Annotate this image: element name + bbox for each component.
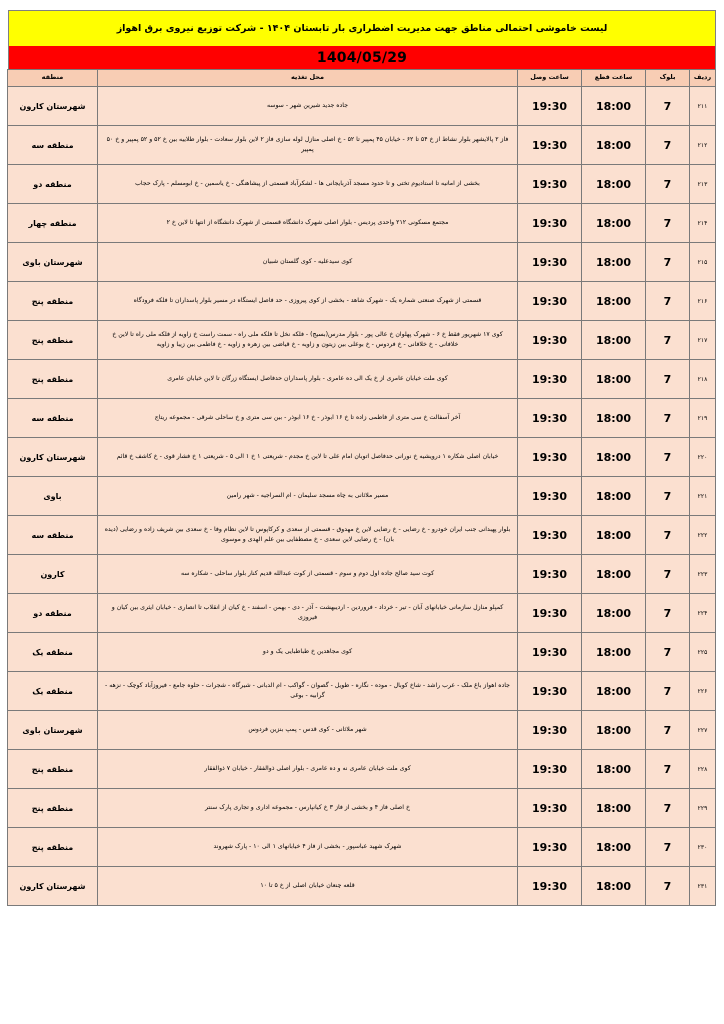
cell-region: منطقه سه [8, 516, 98, 555]
cell-region: منطقه پنج [8, 360, 98, 399]
cell-block: 7 [646, 594, 690, 633]
cell-place: مجتمع مسکونی ۲۱۲ واحدی پردیس - بلوار اصلی شهرک دانشگاه قسمتی از شهرک دانشگاه از انتها تا لاین خ ۲ [98, 204, 518, 243]
cell-on-time: 19:30 [518, 477, 582, 516]
table-header [8, 70, 716, 87]
cell-block: 7 [646, 360, 690, 399]
cell-off-time: 18:00 [582, 555, 646, 594]
cell-block: 7 [646, 321, 690, 360]
cell-off-time: 18:00 [582, 438, 646, 477]
cell-row-number: ۲۲۰ [690, 438, 716, 477]
cell-off-time: 18:00 [582, 516, 646, 555]
cell-on-time: 19:30 [518, 321, 582, 360]
table-row [8, 204, 716, 243]
cell-row-number: ۲۲۵ [690, 633, 716, 672]
cell-block: 7 [646, 750, 690, 789]
column-header-row: ردیف [690, 70, 716, 87]
table-row [8, 789, 716, 828]
table-row [8, 555, 716, 594]
cell-place: جاده جدید شیرین شهر - سوسه [98, 87, 518, 126]
table-row [8, 633, 716, 672]
cell-off-time: 18:00 [582, 321, 646, 360]
table-row [8, 867, 716, 906]
cell-row-number: ۲۱۹ [690, 399, 716, 438]
cell-region: منطقه یک [8, 633, 98, 672]
cell-place: شهر ملاثانی - کوی قدس - پمپ بنزین فردوس [98, 711, 518, 750]
table-body [8, 87, 716, 906]
cell-region: منطقه پنج [8, 282, 98, 321]
cell-row-number: ۲۱۲ [690, 126, 716, 165]
cell-on-time: 19:30 [518, 438, 582, 477]
cell-row-number: ۲۲۴ [690, 594, 716, 633]
cell-on-time: 19:30 [518, 555, 582, 594]
cell-row-number: ۲۲۷ [690, 711, 716, 750]
cell-block: 7 [646, 87, 690, 126]
cell-region: شهرستان کارون [8, 87, 98, 126]
cell-place: فاز ۲ پالایشهر بلوار نشاط از خ ۵۴ تا ۶۲ - خیابان ۴۵ پمپیر تا ۵۲ - خ اصلی منازل لوله سازی فاز ۲ لاین بلوار سعادت - بلوار طلاییه بین خ ۵۲ و ۵۲ پمپیر و خ ۵۰ پمپیر [98, 126, 518, 165]
table-row [8, 750, 716, 789]
cell-block: 7 [646, 243, 690, 282]
cell-on-time: 19:30 [518, 87, 582, 126]
outage-schedule-table [7, 69, 716, 906]
cell-place: کمپلو منازل سازمانی خیابانهای آبان - تیر - خرداد - فروردین - اردیبهشت - آذر - دی - بهمن - اسفند - خ کیان از انقلاب تا انصاری - خیابان ایثری بین کیان و فیروزی [98, 594, 518, 633]
cell-place: کوی مجاهدین خ طباطبایی یک و دو [98, 633, 518, 672]
cell-off-time: 18:00 [582, 165, 646, 204]
cell-on-time: 19:30 [518, 633, 582, 672]
cell-region: منطقه دو [8, 165, 98, 204]
cell-place: کوی ملت خیابان عامری نه و ده عامری - بلوار اصلی ذوالفقار - خیابان ۷ ذوالفقار [98, 750, 518, 789]
table-row [8, 594, 716, 633]
cell-on-time: 19:30 [518, 672, 582, 711]
cell-row-number: ۲۳۰ [690, 828, 716, 867]
cell-place: آخر آسفالت خ سی متری از فاطمی زاده تا خ ۱۶ ابوذر - خ ۱۶ ابوذر - بین سی متری و خ ساحلی شرقی - مجموعه ریتاج [98, 399, 518, 438]
table-row [8, 321, 716, 360]
cell-off-time: 18:00 [582, 360, 646, 399]
cell-block: 7 [646, 711, 690, 750]
cell-block: 7 [646, 126, 690, 165]
cell-block: 7 [646, 789, 690, 828]
cell-off-time: 18:00 [582, 87, 646, 126]
cell-region: منطقه دو [8, 594, 98, 633]
cell-region: منطقه پنج [8, 828, 98, 867]
cell-on-time: 19:30 [518, 204, 582, 243]
table-row [8, 360, 716, 399]
cell-row-number: ۲۲۹ [690, 789, 716, 828]
cell-place: خ اصلی فاز ۴ و بخشی از فاز ۳ خ کیانپارس - مجموعه اداری و تجاری پارک سنتر [98, 789, 518, 828]
cell-block: 7 [646, 282, 690, 321]
cell-region: شهرستان باوی [8, 711, 98, 750]
table-header-row [8, 70, 716, 87]
cell-block: 7 [646, 828, 690, 867]
cell-region: باوی [8, 477, 98, 516]
page-title: لیست خاموشی احتمالی مناطق جهت مدیریت اضطراری بار تابستان ۱۴۰۴ - شرکت توزیع نیروی برق اهواز [116, 22, 608, 34]
cell-block: 7 [646, 633, 690, 672]
table-row [8, 399, 716, 438]
cell-region: کارون [8, 555, 98, 594]
cell-on-time: 19:30 [518, 126, 582, 165]
cell-on-time: 19:30 [518, 789, 582, 828]
cell-block: 7 [646, 477, 690, 516]
cell-place: مسیر ملاثانی به چاه مسجد سلیمان - ام السراجیه - شهر رامین [98, 477, 518, 516]
table-row [8, 711, 716, 750]
cell-on-time: 19:30 [518, 828, 582, 867]
cell-off-time: 18:00 [582, 594, 646, 633]
cell-region: منطقه سه [8, 399, 98, 438]
cell-region: شهرستان کارون [8, 438, 98, 477]
cell-on-time: 19:30 [518, 165, 582, 204]
cell-row-number: ۲۳۱ [690, 867, 716, 906]
cell-row-number: ۲۲۳ [690, 555, 716, 594]
column-header-off-time: ساعت قطع [582, 70, 646, 87]
cell-place: شهرک شهید عباسپور - بخشی از فاز ۴ خیابانهای ۱ الی ۱۰ - پارک شهروند [98, 828, 518, 867]
cell-off-time: 18:00 [582, 126, 646, 165]
table-row [8, 165, 716, 204]
cell-row-number: ۲۱۳ [690, 165, 716, 204]
cell-on-time: 19:30 [518, 711, 582, 750]
cell-region: منطقه پنج [8, 750, 98, 789]
cell-row-number: ۲۱۱ [690, 87, 716, 126]
column-header-block: بلوک [646, 70, 690, 87]
column-header-place: محل تغذیه [98, 70, 518, 87]
cell-row-number: ۲۲۶ [690, 672, 716, 711]
table-row [8, 243, 716, 282]
cell-place: کوت سید صالح جاده اول دوم و سوم - قسمتی از کوت عبدالله قدیم کنار بلوار ساحلی - شکاره سه [98, 555, 518, 594]
cell-place: قسمتی از شهرک صنعتی شماره یک - شهرک شاهد - بخشی از کوی پیروزی - حد فاصل ایستگاه در مسیر بلوار پاسداران تا فلکه فرودگاه [98, 282, 518, 321]
table-row [8, 282, 716, 321]
cell-row-number: ۲۱۸ [690, 360, 716, 399]
cell-off-time: 18:00 [582, 789, 646, 828]
document-date-bar [8, 46, 716, 69]
cell-block: 7 [646, 438, 690, 477]
cell-region: منطقه چهار [8, 204, 98, 243]
table-row [8, 516, 716, 555]
cell-on-time: 19:30 [518, 867, 582, 906]
cell-on-time: 19:30 [518, 750, 582, 789]
cell-on-time: 19:30 [518, 282, 582, 321]
cell-off-time: 18:00 [582, 633, 646, 672]
table-row [8, 477, 716, 516]
cell-off-time: 18:00 [582, 711, 646, 750]
cell-block: 7 [646, 867, 690, 906]
schedule-date: 1404/05/29 [316, 49, 408, 66]
cell-row-number: ۲۲۱ [690, 477, 716, 516]
cell-block: 7 [646, 399, 690, 438]
cell-place: کوی سیدعلیه - کوی گلستان شبیان [98, 243, 518, 282]
cell-region: منطقه سه [8, 126, 98, 165]
cell-off-time: 18:00 [582, 477, 646, 516]
document-wrapper [8, 10, 716, 906]
cell-region: منطقه پنج [8, 789, 98, 828]
cell-off-time: 18:00 [582, 750, 646, 789]
cell-on-time: 19:30 [518, 360, 582, 399]
cell-region: شهرستان کارون [8, 867, 98, 906]
cell-block: 7 [646, 165, 690, 204]
cell-region: منطقه پنج [8, 321, 98, 360]
document-title-bar [8, 10, 716, 46]
table-row [8, 126, 716, 165]
cell-region: منطقه یک [8, 672, 98, 711]
cell-row-number: ۲۲۲ [690, 516, 716, 555]
cell-on-time: 19:30 [518, 243, 582, 282]
cell-block: 7 [646, 516, 690, 555]
column-header-on-time: ساعت وصل [518, 70, 582, 87]
cell-on-time: 19:30 [518, 399, 582, 438]
cell-place: جاده اهواز باغ ملک - عرب راشد - شاخ کوبال - موده - نگاره - طویل - گصوان - گواکب - ام الدبانی - شیرگاه - شجرات - حلوه جامع - فیروزآباد کوچک - نزهه - گرابیه - بوغی [98, 672, 518, 711]
cell-off-time: 18:00 [582, 672, 646, 711]
table-row [8, 828, 716, 867]
cell-off-time: 18:00 [582, 867, 646, 906]
cell-off-time: 18:00 [582, 828, 646, 867]
table-row [8, 438, 716, 477]
cell-place: بلوار پهبدانی جنب ایران خودرو - خ رضایی - خ رضایی لاین خ مهدوق - قسمتی از سعدی و کرکاپوس تا لاین نظام وفا - خ سعدی بین شریف زاده و رضایی (دیده بان) - خ رضایی لاین سعدی - خ مصطفایی بین علم الهدی و موسوی [98, 516, 518, 555]
cell-row-number: ۲۱۶ [690, 282, 716, 321]
cell-on-time: 19:30 [518, 594, 582, 633]
cell-place: کوی ملت خیابان عامری از خ یک الی ده عامری - بلوار پاسداران حدفاصل ایستگاه زرگان تا لاین خیابان عامری [98, 360, 518, 399]
cell-row-number: ۲۱۷ [690, 321, 716, 360]
cell-off-time: 18:00 [582, 204, 646, 243]
column-header-region: منطقه [8, 70, 98, 87]
cell-off-time: 18:00 [582, 243, 646, 282]
cell-block: 7 [646, 204, 690, 243]
cell-block: 7 [646, 672, 690, 711]
cell-place: کوی ۱۷ شهریور فقط خ ۶ - شهرک پهلوان خ عالی پور - بلوار مدرس(بسیج) - فلکه نخل تا فلکه ملی راه - سمت راست خ زاویه از فلکه ملی راه تا لاین خ خلافانی - خ خلافانی - خ فردوس - خ بوعلی بین زیتون و زاویه - خ قیاضی بین زهره و زاویه - خ فاطمی بین زیبا و زاویه [98, 321, 518, 360]
cell-off-time: 18:00 [582, 399, 646, 438]
cell-row-number: ۲۲۸ [690, 750, 716, 789]
table-row [8, 87, 716, 126]
cell-on-time: 19:30 [518, 516, 582, 555]
cell-place: قلعه چنعان خیابان اصلی از خ ۵ تا ۱۰ [98, 867, 518, 906]
cell-place: بخشی از امانیه تا استادیوم تختی و تا حدود مسجد آذربایجانی ها - لشکرآباد قسمتی از پیشاهنگی - خ یاسمین - خ ابومسلم - پارک حجاب [98, 165, 518, 204]
cell-place: خیابان اصلی شکاره ۱ درویشیه خ نورانی حدفاصل اتوبان امام علی تا لاین خ مجدم - شریعتی ۱ خ ۱ الی ۵ - شریعتی ۱ خ فشار قوی - خ کاشف خ قائم [98, 438, 518, 477]
cell-off-time: 18:00 [582, 282, 646, 321]
cell-row-number: ۲۱۵ [690, 243, 716, 282]
cell-region: شهرستان باوی [8, 243, 98, 282]
cell-row-number: ۲۱۴ [690, 204, 716, 243]
cell-block: 7 [646, 555, 690, 594]
table-row [8, 672, 716, 711]
